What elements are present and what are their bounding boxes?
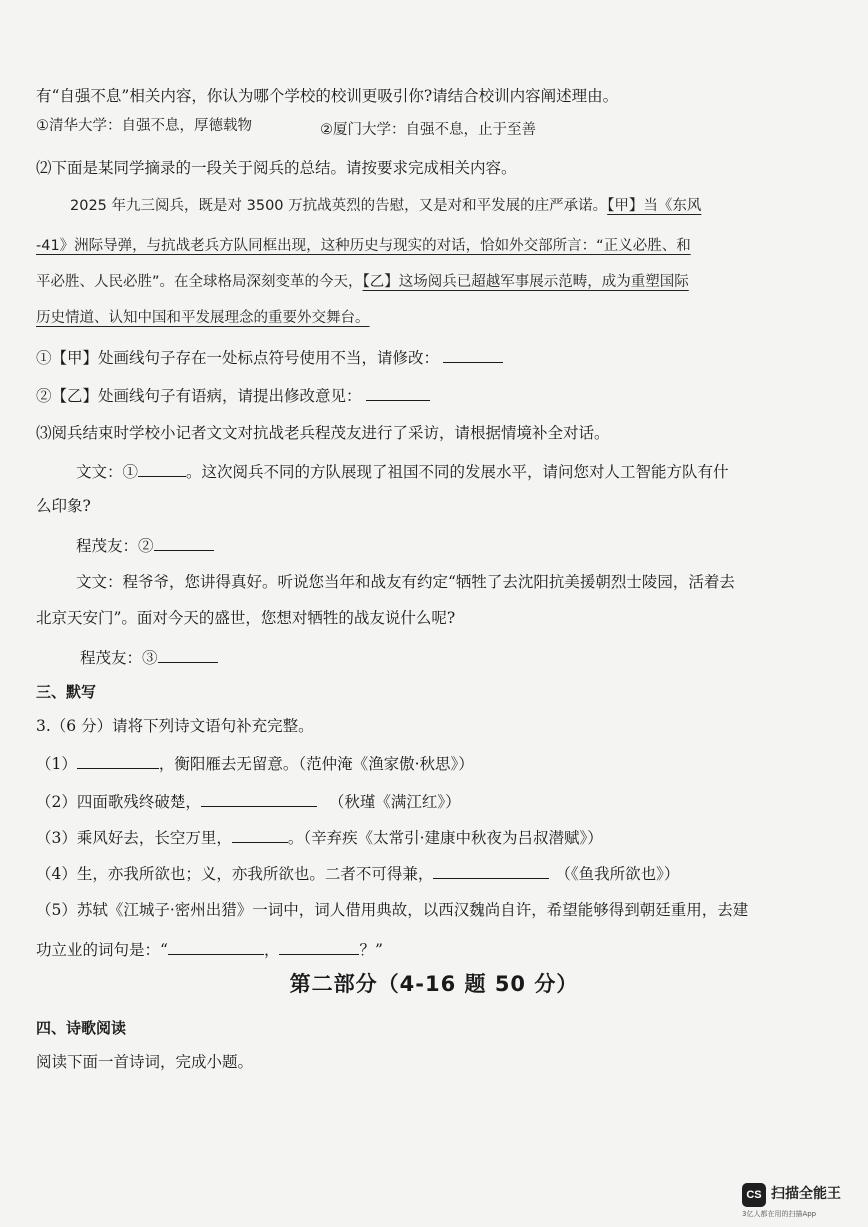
section-4-heading: 四、诗歌阅读 — [36, 1019, 127, 1037]
fill-1-blank[interactable] — [77, 752, 159, 769]
q-jia-text: ①【甲】处画线句子存在一处标点符号使用不当，请修改： — [36, 349, 440, 367]
dialog-cheng-1-prefix: 程茂友：② — [76, 537, 154, 555]
answer-blank-3[interactable] — [158, 646, 218, 663]
dialog-wenwen-1-prefix: 文文：① — [76, 463, 139, 481]
answer-blank-yi[interactable] — [366, 384, 430, 401]
answer-blank-2[interactable] — [154, 534, 214, 551]
q-yi-grammar — [36, 384, 430, 406]
summary-line-4: 历史情道、认知中国和平发展理念的重要外交舞台。 — [36, 310, 370, 326]
q-jia-punctuation — [36, 346, 503, 368]
camscanner-logo-icon: CS — [742, 1183, 766, 1207]
dialog-wenwen-1-text: 。这次阅兵不同的方队展现了祖国不同的发展水平，请问您对人工智能方队有什 — [186, 463, 729, 481]
jia-marker: 【甲】当《东风 — [607, 198, 702, 214]
fill-4 — [36, 862, 679, 884]
answer-blank-1[interactable] — [138, 460, 186, 477]
fill-5-blank-b[interactable] — [279, 938, 359, 955]
fill-1 — [36, 752, 474, 774]
motto-tsinghua: ①清华大学：自强不息，厚德载物 — [36, 118, 252, 134]
summary-line-1 — [70, 196, 701, 216]
summary-line-3-text: 平必胜、人民必胜”。在全球格局深刻变革的今天， — [36, 274, 363, 290]
fill-5-comma: ， — [263, 941, 280, 959]
watermark-subtitle: 3亿人都在用的扫描App — [742, 1210, 817, 1218]
summary-line-3 — [36, 272, 689, 292]
motto-xiamen: ②厦门大学：自强不息，止于至善 — [320, 122, 536, 138]
dialog-cheng-2 — [80, 646, 218, 668]
dialog-wenwen-1 — [76, 460, 729, 482]
fill-5-prefix: 功立业的词句是：“ — [36, 941, 168, 959]
summary-line-2: -41》洲际导弹，与抗战老兵方队同框出现，这种历史与现实的对话，恰如外交部所言：“正义必胜、和 — [36, 238, 691, 254]
fill-3-source: 。（辛弃疾《太常引·建康中秋夜为吕叔潜赋》） — [287, 829, 603, 847]
section-3-heading: 三、默写 — [36, 683, 97, 701]
fill-1-num: （1） — [36, 755, 77, 773]
fill-5: （5）苏轼《江城子·密州出猎》一词中，词人借用典故，以西汉魏尚自许，希望能够得到朝廷重用，去建 — [36, 901, 749, 919]
answer-blank-jia[interactable] — [443, 346, 503, 363]
yi-marker: 【乙】这场阅兵已超越军事展示范畴，成为重塑国际 — [362, 274, 689, 290]
dialog-wenwen-2-cont: 北京天安门”。面对今天的盛世，您想对牺牲的战友说什么呢? — [36, 609, 456, 627]
fill-4-text: （4）生，亦我所欲也；义，亦我所欲也。二者不可得兼， — [36, 865, 434, 883]
dialog-wenwen-2: 文文：程爷爷，您讲得真好。听说您当年和战友有约定“牺牲了去沈阳抗美援朝烈士陵园，活着去 — [76, 573, 735, 591]
section-4-instruction: 阅读下面一首诗词，完成小题。 — [36, 1053, 254, 1071]
fill-2-blank[interactable] — [201, 790, 317, 807]
watermark-name: 扫描全能王 — [771, 1186, 841, 1202]
fill-3-blank[interactable] — [232, 826, 288, 843]
fill-5-blank-a[interactable] — [168, 938, 264, 955]
fill-5-cont — [36, 938, 383, 960]
dialog-wenwen-1-cont: 么印象? — [36, 497, 91, 515]
scanner-watermark — [742, 1181, 854, 1221]
fill-5-end: ？” — [359, 941, 383, 959]
dialog-cheng-1 — [76, 534, 214, 556]
q-yi-text: ②【乙】处画线句子有语病，请提出修改意见： — [36, 387, 362, 405]
fill-1-text: ，衡阳雁去无留意。（范仲淹《渔家傲·秋思》） — [158, 755, 474, 773]
part-2-title: 第二部分（4-16 题 50 分） — [289, 972, 579, 996]
q-intro-line: 有“自强不息”相关内容，你认为哪个学校的校训更吸引你?请结合校训内容阐述理由。 — [36, 87, 619, 105]
fill-3 — [36, 826, 603, 848]
subq-3-title: ⑶阅兵结束时学校小记者文文对抗战老兵程茂友进行了采访，请根据情境补全对话。 — [36, 424, 610, 442]
fill-4-blank[interactable] — [433, 862, 549, 879]
fill-3-text: （3）乘风好去，长空万里， — [36, 829, 232, 847]
fill-2-source: （秋瑾《满江红》） — [328, 793, 461, 811]
q3-title: 3.（6 分）请将下列诗文语句补充完整。 — [36, 717, 314, 735]
fill-2-text: （2）四面歌残终破楚， — [36, 793, 201, 811]
dialog-cheng-2-prefix: 程茂友：③ — [80, 649, 158, 667]
fill-4-source: （《鱼我所欲也》） — [555, 865, 680, 883]
subq-2-title: ⑵下面是某同学摘录的一段关于阅兵的总结。请按要求完成相关内容。 — [36, 159, 517, 177]
summary-line-1-text: 2025 年九三阅兵，既是对 3500 万抗战英烈的告慰，又是对和平发展的庄严承诺。 — [70, 198, 608, 214]
fill-2 — [36, 790, 461, 812]
